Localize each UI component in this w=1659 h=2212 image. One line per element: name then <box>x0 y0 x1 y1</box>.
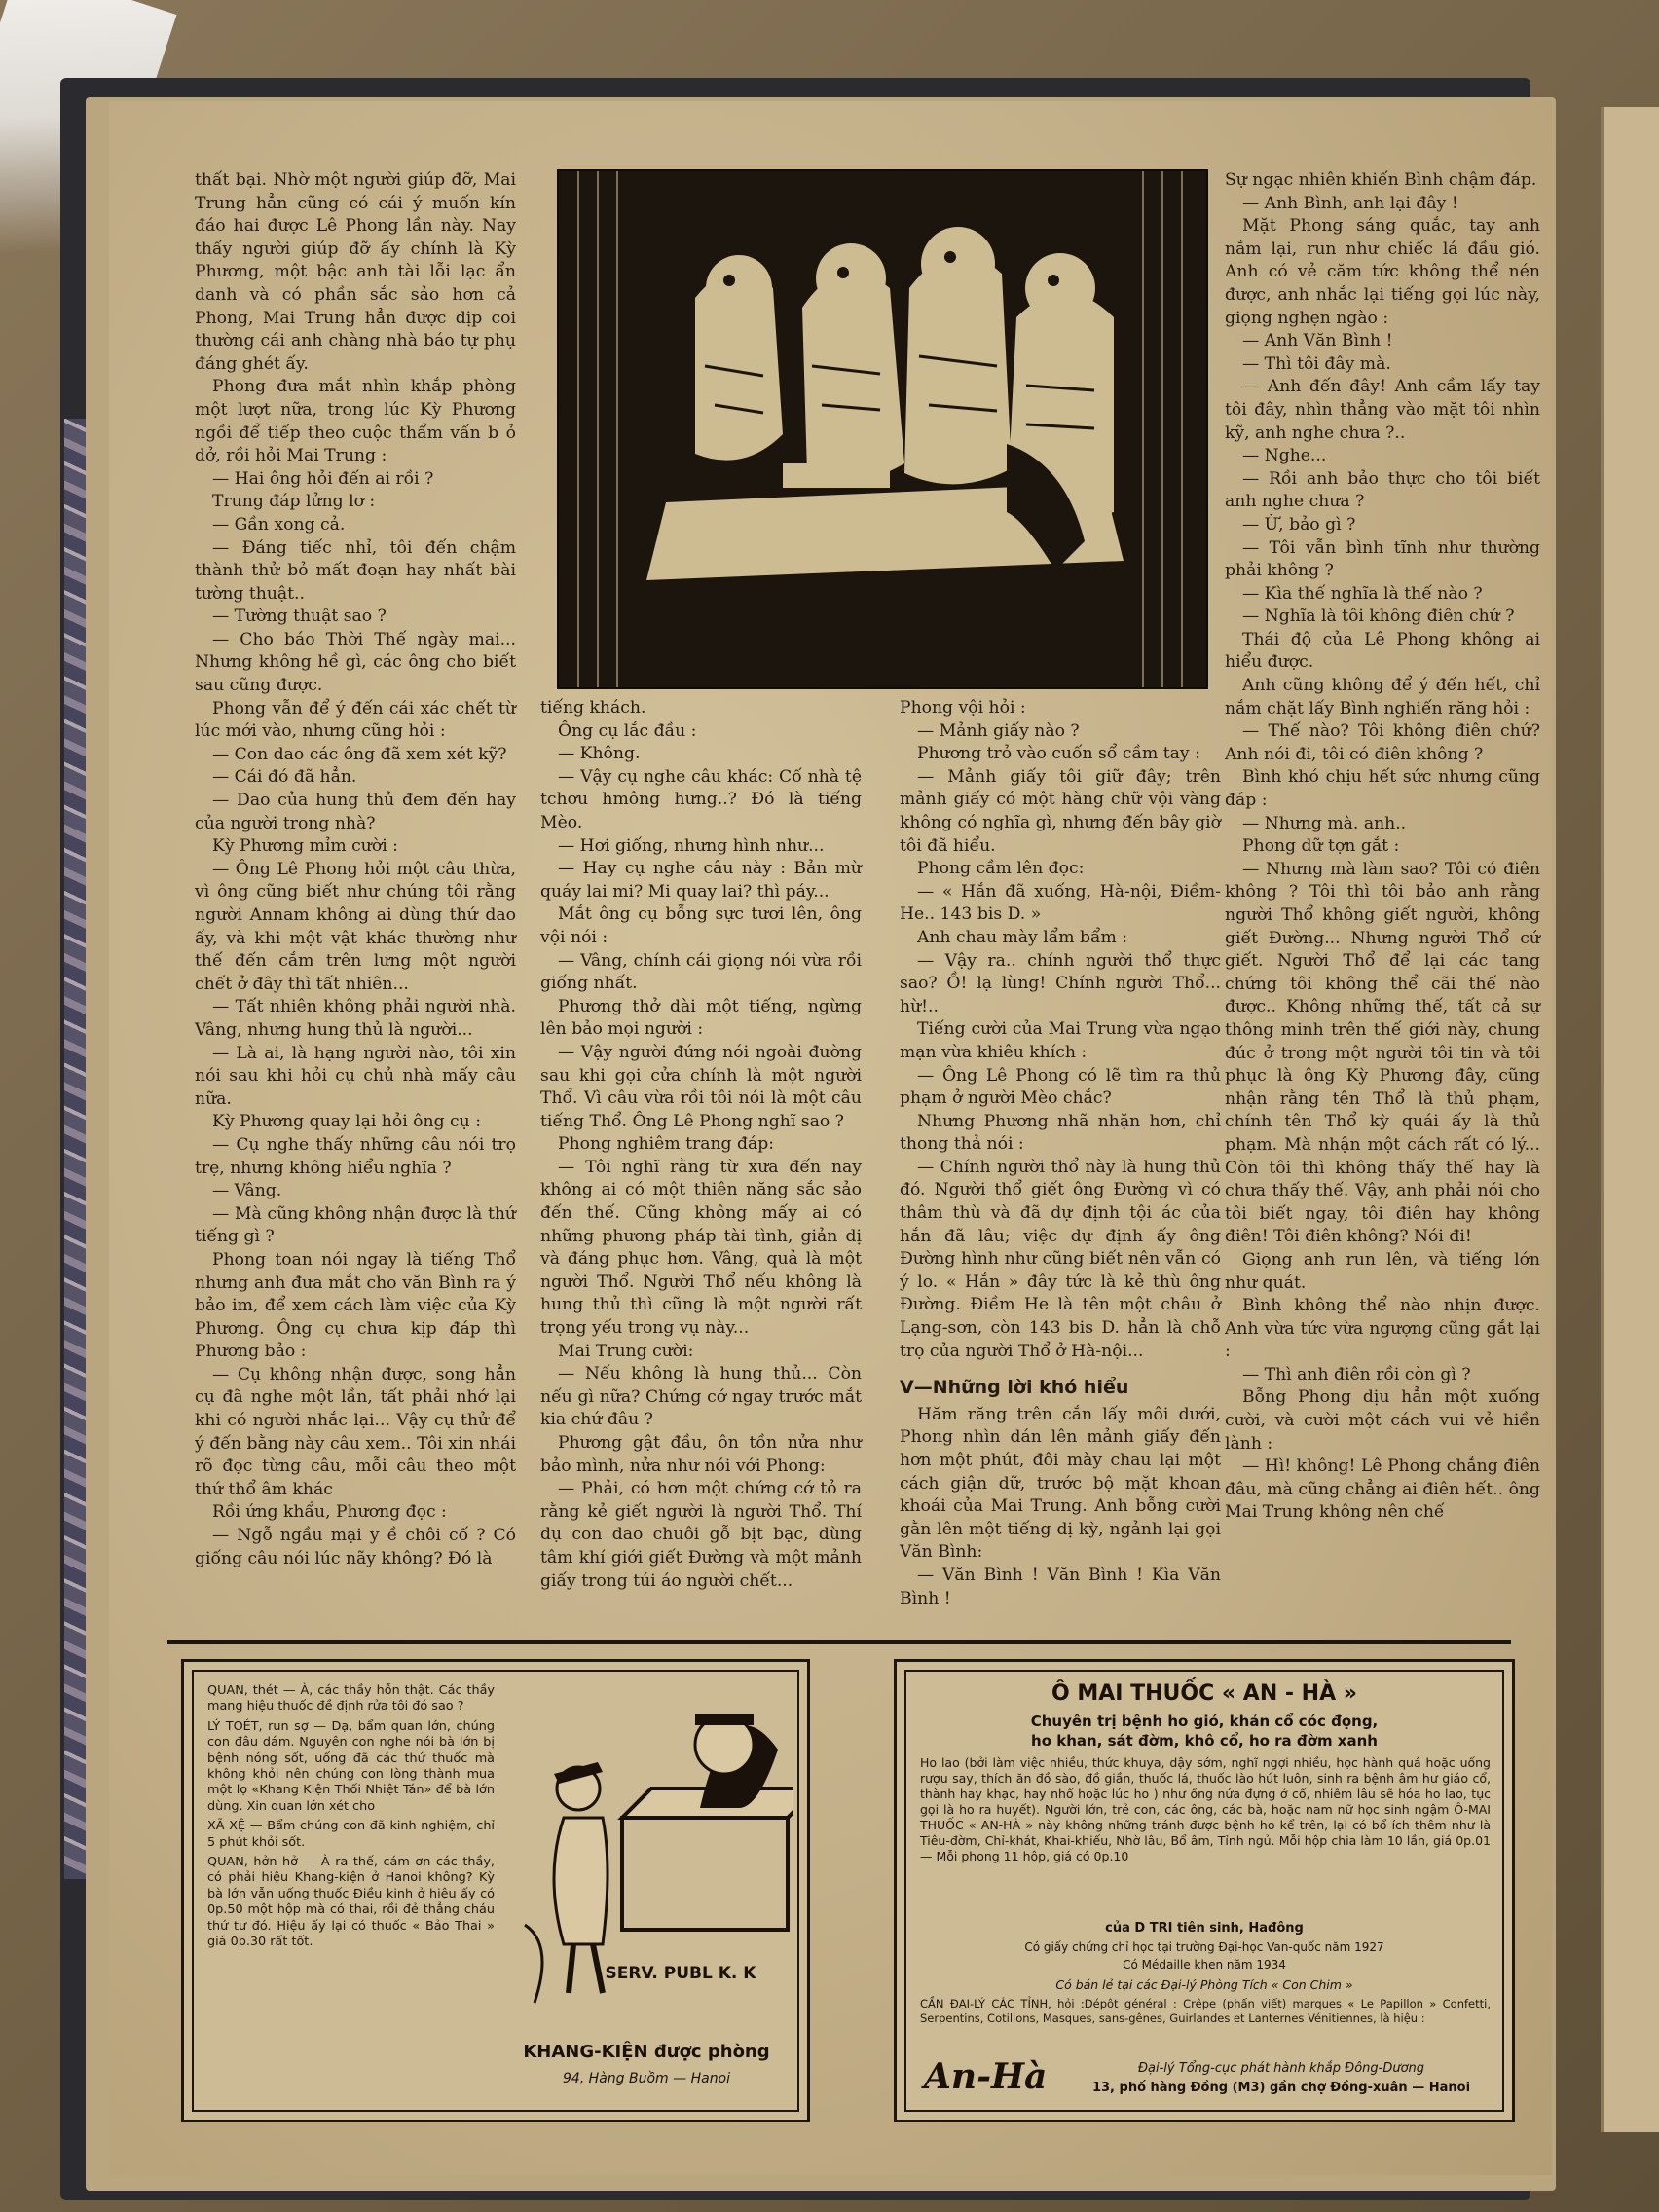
ad-maker: của D TRI tiên sinh, Hađông <box>1105 1921 1304 1936</box>
paragraph: — Vâng, chính cái giọng nói vừa rồi giống nhất. <box>540 950 862 994</box>
khang-kien-advertisement <box>181 1659 810 2122</box>
paragraph: — Vậy ra.. chính người thổ thực sao? Ồ! lạ lùng! Chính người Thổ... hừ!.. <box>900 950 1221 1016</box>
ad-headline: Ô MAI THUỐC « AN - HÀ » <box>1051 1681 1357 1706</box>
paragraph: — Hì! không! Lê Phong chẳng điên đâu, mà cũng chẳng ai điên hết.. ông Mai Trung không nên chế <box>1225 1456 1540 1523</box>
paragraph: — Hơi giống, nhưng hình như... <box>558 835 825 856</box>
paragraph: — Văn Bình ! Văn Bình ! Kìa Văn Bình ! <box>900 1565 1221 1608</box>
ad-retail-note: Có bán lẻ tại các Đại-lý Phòng Tích « Con Chim » <box>1055 1977 1353 1992</box>
paragraph: — Con dao các ông đã xem xét kỹ? <box>212 744 507 764</box>
wall-sign: SERV. PUBL K. K <box>605 1964 756 1983</box>
paragraph: Rồi ứng khẩu, Phương đọc : <box>212 1502 447 1523</box>
paragraph: — Ngỗ ngầu mại y ề chôi cố ? Có giống câu nói lúc nãy không? Đó là <box>195 1526 516 1568</box>
paragraph: Kỳ Phương mỉm cười : <box>212 836 398 857</box>
an-ha-advertisement <box>894 1659 1515 2122</box>
paragraph: — Cụ không nhận được, song hẳn cụ đã nghe một lần, tất phải nhớ lại khi có người nhắc lại... Vậy cụ thử để ý đến bằng này câu xem.. Tôi xin nhái rõ đọc từng câu, mỗi câu theo một thứ thổ âm khác <box>195 1364 516 1499</box>
ad-subtitle-2: ho khan, sát đờm, khô cổ, ho ra đờm xanh <box>1031 1732 1378 1750</box>
paragraph: Giọng anh run lên, và tiếng lớn như quát. <box>1225 1249 1540 1293</box>
paragraph: Phong nghiêm trang đáp: <box>558 1134 775 1155</box>
ad-dialogue-line: LÝ TOÉT, run sợ — Dạ, bẩm quan lớn, chúng con đâu dám. Nguyên con nghe nói bà lớn bị bệnh nóng sốt, uống đã các thứ thuốc mà không khỏi nên chúng con lòng thành mua một lọ «Khang Kiện Thối Nhiệt Tán» để bà lớn dùng. Xin quan lớn xét cho <box>207 1718 495 1814</box>
paragraph: — Nghe... <box>1242 446 1327 466</box>
paragraph: tiếng khách. <box>540 698 646 718</box>
paragraph: — Vâng. <box>212 1181 282 1201</box>
woodcut-illustration <box>557 169 1208 689</box>
paragraph: Kỳ Phương quay lại hỏi ông cụ : <box>212 1112 482 1132</box>
paragraph: Phong cầm lên đọc: <box>917 859 1085 879</box>
ad-depot: CẦN ĐẠI-LÝ CÁC TỈNH, hỏi :Dépôt général : Crêpe (phấn viết) marques « Le Papillon » Confetti, Serpentins, Cotillons, Masques, sans-gênes, Guirlandes et Lanternes Vénitiennes, là hiệu : <box>920 1997 1491 2025</box>
paragraph: Phương trỏ vào cuốn sổ cầm tay : <box>917 744 1200 764</box>
paragraph: Mai Trung cười: <box>558 1341 694 1361</box>
paragraph: — Mà cũng không nhận được là thứ tiếng gì ? <box>195 1203 516 1247</box>
ad-frame <box>904 1670 1504 2112</box>
facing-page-edge <box>1601 107 1659 2132</box>
paragraph: Anh cũng không để ý đến hết, chỉ nắm chặt lấy Bình nghiến răng hỏi : <box>1225 676 1540 719</box>
paragraph: Phong dữ tợn gắt : <box>1242 836 1400 857</box>
paragraph: Nhưng Phương nhã nhặn hơn, chỉ thong thả nói : <box>900 1111 1221 1155</box>
paragraph: Phong vẫn để ý đến cái xác chết từ lúc mới vào, nhưng cũng hỏi : <box>195 698 516 742</box>
paragraph: Bình không thể nào nhịn được. Anh vừa tức vừa ngượng cũng gắt lại : <box>1225 1296 1540 1362</box>
paragraph: Bỗng Phong dịu hẳn một xuống cười, và cười một cách vui vẻ hiền lành : <box>1225 1387 1540 1454</box>
paragraph: Anh chau mày lẩm bẩm : <box>917 927 1128 947</box>
paragraph: — Anh Văn Bình ! <box>1242 331 1393 351</box>
paragraph: Phong toan nói ngay là tiếng Thổ nhưng anh đưa mắt cho văn Bình ra ý bảo im, để xem cách làm việc của Kỳ Phương. Ông cụ chưa kịp đáp thì Phương bảo : <box>195 1249 516 1362</box>
section-divider <box>167 1640 1511 1644</box>
paragraph: Trung đáp lửng lơ : <box>212 492 376 512</box>
paragraph: Phong vội hỏi : <box>900 698 1026 718</box>
ad-dialogue-line: XÃ XỆ — Bẩm chúng con đã kinh nghiệm, chỉ 5 phút khỏi sốt. <box>207 1819 495 1850</box>
paragraph: — Tôi vẫn bình tĩnh như thường phải không ? <box>1225 537 1540 581</box>
paragraph: — Rồi anh bảo thực cho tôi biết anh nghe chưa ? <box>1225 468 1540 512</box>
ad-certificate-2: Có Médaille khen năm 1934 <box>1123 1958 1286 1972</box>
paragraph: Phương thở dài một tiếng, ngừng lên bảo mọi người : <box>540 996 862 1040</box>
paragraph: — Vậy cụ nghe câu khác: Cố nhà tệ tchơu hmông hưng..? Đó là tiếng Mèo. <box>540 766 862 832</box>
paragraph: Phong đưa mắt nhìn khắp phòng một lượt nữa, trong lúc Kỳ Phương ngồi để tiếp theo cuộc thẩm vấn b ỏ dở, rồi hỏi Mai Trung : <box>195 377 516 466</box>
paragraph: — Nếu không là hung thủ... Còn nếu gì nữa? Chứng cớ ngay trước mắt kia chứ đâu ? <box>540 1364 862 1430</box>
pharmacy-address: 94, Hàng Buồm — Hanoi <box>562 2071 731 2086</box>
pharmacy-name: KHANG-KIỆN được phòng <box>523 2042 770 2062</box>
paragraph: Tiếng cười của Mai Trung vừa ngạo mạn vừa khiêu khích : <box>900 1019 1221 1062</box>
paragraph: — Cụ nghe thấy những câu nói trọ trẹ, nhưng không hiểu nghĩa ? <box>195 1134 516 1178</box>
paragraph: Hăm răng trên cắn lấy môi dưới, Phong nhìn dán lên mảnh giấy đến hơn một phút, đôi mày chau lại một cách giận dữ, trước bộ mặt khoan khoái của Mai Trung. Anh bỗng cười gằn lên một tiếng dị kỳ, ngảnh lại gọi Văn Bình: <box>900 1404 1221 1563</box>
paragraph: — Ông Lê Phong hỏi một câu thừa, vì ông cũng biết như chúng tôi rằng người Annam không ai dùng thứ dao ấy, và khi một vật khác thường như thế đến cắm trên lưng một người chết ở đây thì tất nhiên... <box>195 859 516 994</box>
paragraph: — Tường thuật sao ? <box>212 607 387 627</box>
ad-dialogue <box>207 1683 495 1955</box>
paragraph: — Nhưng mà. anh.. <box>1242 813 1407 833</box>
text-column-4 <box>1225 169 1540 1525</box>
paragraph: — Anh Bình, anh lại đây ! <box>1242 193 1458 213</box>
paragraph: — Vậy người đứng nói ngoài đường sau khi gọi cửa chính là một người Thổ. Vì câu vừa rồi tôi nói là một câu tiếng Thổ. Ông Lê Phong nghĩ sao ? <box>540 1042 862 1131</box>
paragraph: Ông cụ lắc đầu : <box>558 720 697 741</box>
ad-dialogue-line: QUAN, thét — À, các thầy hỗn thật. Các thầy mang hiệu thuốc đề định rửa tôi đó sao ? <box>207 1683 495 1714</box>
newspaper-page <box>109 101 1552 2175</box>
ad-subtitle-1: Chuyên trị bệnh ho gió, khản cổ cóc đọng, <box>1030 1713 1379 1730</box>
paragraph: — Mảnh giấy nào ? <box>917 720 1080 741</box>
ad-certificate-1: Có giấy chứng chỉ học tại trường Đại-học Van-quốc năm 1927 <box>1024 1940 1384 1954</box>
paragraph: — Gần xong cả. <box>212 514 346 535</box>
paragraph: — Dao của hung thủ đem đến hay của người trong nhà? <box>195 791 516 833</box>
paragraph: Mặt Phong sáng quắc, tay anh nắm lại, run như chiếc lá đầu gió. Anh có vẻ căm tức không thể nén được, anh nhắc lại tiếng gọi lúc này, giọng nghẹn ngào : <box>1225 216 1540 328</box>
paragraph: Thái độ của Lê Phong không ai hiểu được. <box>1225 629 1540 673</box>
ad-dialogue-line: QUAN, hởn hở — À ra thế, cám ơn các thầy, có phải hiệu Khang-kiện ở Hanoi không? Kỳ bà lớn vẫn uống thuốc Điều kinh ở hiệu ấy có 0p.50 một hộp mà có thai, rồi đẻ thẳng cháu thứ tư đó. Hiệu ấy lại có thuốc « Bảo Thai » giá 0p.30 rất tốt. <box>207 1855 495 1950</box>
ad-distributor-address: 13, phố hàng Đồng (M3) gần chợ Đồng-xuân — Hanoi <box>1091 2081 1471 2095</box>
paragraph: — Thế nào? Tôi không điên chứ? Anh nói đi, tôi có điên không ? <box>1225 721 1540 764</box>
paragraph: — Thì tôi đây mà. <box>1242 353 1391 374</box>
paragraph: — Chính người thổ này là hung thủ đó. Người thổ giết ông Đường vì có thâm thù và đã dự định tội ác của hắn đã lâu; việc dự định ấy ông Đường hình như cũng biết nên vẫn có ý lo. « Hắn » đây tức là kẻ thù ông Đường. Điềm He là tên một châu ở Lạng-sơn, còn 143 bis D. hẳn là chỗ trọ của người Thổ ở Hà-nội... <box>900 1157 1221 1361</box>
paragraph: — Đáng tiếc nhỉ, tôi đến chậm thành thử bỏ mất đoạn hay nhất bài tường thuật.. <box>195 537 516 604</box>
section-heading: V—Những lời khó hiểu <box>900 1377 1129 1399</box>
paragraph: — Ừ, bảo gì ? <box>1242 514 1356 535</box>
paragraph: Phương gật đầu, ôn tồn nửa như bảo mình, nửa như nói với Phong: <box>540 1433 862 1476</box>
paragraph: Sự ngạc nhiên khiến Bình chậm đáp. <box>1225 170 1537 190</box>
paragraph: — Tôi nghĩ rằng từ xưa đến nay không ai có một thiên năng sắc sảo đến thế. Cũng không mấy ai có những phương pháp tài tình, giản dị và đáng phục hơn. Vâng, quả là một người Thổ. Người Thổ nếu không là hung thủ thì cũng là một người rất trọng yếu trong vụ này... <box>540 1157 862 1339</box>
text-column-1 <box>195 169 516 1570</box>
paragraph: — Không. <box>558 744 641 764</box>
paragraph: — Cho báo Thời Thế ngày mai... Nhưng không hề gì, các ông cho biết sau cũng được. <box>195 629 516 696</box>
ad-distributor: Đại-lý Tổng-cục phát hành khắp Đông-Dương <box>1137 2061 1425 2076</box>
paragraph: — Anh đến đây! Anh cầm lấy tay tôi đây, nhìn thẳng vào mặt tôi nhìn kỹ, anh nghe chưa ?.. <box>1225 377 1540 443</box>
paragraph: — Phải, có hơn một chứng cớ tỏ ra rằng kẻ giết người là người Thổ. Thí dụ con dao chuôi gỗ bịt bạc, dùng tâm khí giới giết Đường và một mảnh giấy trong túi áo người chết... <box>540 1479 862 1591</box>
text-column-2 <box>540 697 862 1593</box>
text-column-3 <box>900 697 1221 1610</box>
paragraph: Mắt ông cụ bỗng sực tươi lên, ông vội nói : <box>540 904 862 947</box>
paragraph: — Mảnh giấy tôi giữ đây; trên mảnh giấy có một hàng chữ vội vàng không có nghĩa gì, nhưng đến bây giờ tôi đã hiểu. <box>900 766 1221 856</box>
paragraph: Bình khó chịu hết sức nhưng cũng đáp : <box>1225 767 1540 811</box>
paragraph: — Cái đó đã hẳn. <box>212 767 357 788</box>
paragraph: — Kìa thế nghĩa là thế nào ? <box>1242 583 1483 604</box>
paragraph: — Tất nhiên không phải người nhà. Vâng, nhưng hung thủ là người... <box>195 997 516 1040</box>
paragraph: — Hay cụ nghe câu này : Bản mừ quáy lai mi? Mi quay lai? thì páy... <box>540 859 862 902</box>
paragraph: — « Hắn đã xuống, Hà-nội, Điềm-He.. 143 bis D. » <box>900 881 1221 925</box>
paragraph: — Nhưng mà làm sao? Tôi có điên không ? Tôi thì tôi bảo anh rằng người Thổ không giết người, không giết Đường... Nhưng người Thổ cứ giết. Người Thổ để lại các tang chứng tôi không thể cãi thế nào được.. Không những thế, tất cả sự thông minh trên thế giới này, chung đúc ở trong một người tôi tin và tôi phục là ông Kỳ Phương đây, cũng nhận rằng tên Thổ là thủ phạm, chính tên Thổ kỳ quái ấy là thủ phạm. Mà nhận một cách rất có lý... Còn tôi thì không thấy thế hay là chưa thấy thế. Vậy, anh phải nói cho tôi biết ngay, tôi điên hay không điên! Tôi điên không? Nói đi! <box>1225 859 1540 1247</box>
paragraph: — Là ai, là hạng người nào, tôi xin nói sau khi hỏi cụ chủ nhà mấy câu nữa. <box>195 1043 516 1109</box>
paragraph: thất bại. Nhờ một người giúp đỡ, Mai Trung hẳn cũng có cái ý muốn kín đáo hai được Lê Phong lần này. Nay thấy người giúp đỡ ấy chính là Kỳ Phương, một bậc anh tài lỗi lạc ẩn danh và có phần sắc sảo hơn cả Phong, Mai Trung hẳn được dịp coi thường cái anh chàng nhà báo tự phụ đáng ghét ấy. <box>195 170 516 374</box>
paragraph: — Nghĩa là tôi không điên chứ ? <box>1242 607 1515 627</box>
paragraph: — Hai ông hỏi đến ai rồi ? <box>212 468 434 489</box>
brand-logo: An-Hà <box>924 2056 1048 2097</box>
ad-frame <box>192 1670 799 2112</box>
paragraph: — Thì anh điên rồi còn gì ? <box>1242 1364 1471 1384</box>
ad-body: Ho lao (bởi làm việc nhiều, thức khuya, dậy sớm, nghĩ ngợi nhiều, học hành quá hoặc uống rượu say, thích ăn đồ sào, đồ giần, thuốc lá, thuốc lào hút luôn, sinh ra bệnh âm hư giáo cổ, thành hay khạc, hay nhổ hoặc lúc ho ) như ống nứa đựng ở cổ, nhiễm lâu sẽ hóa ho lao, tục gọi là ho ra huyết). Người lớn, trẻ con, các ông, các bà, hoặc nam nữ học sinh ngậm Ô-MAI THUỐC « AN-HÀ » này không những tránh được bệnh ho kể trên, lại có bổ ích thêm như là Tiêu-đờm, Chỉ-khát, Khai-khiếu, Nhờ lâu, Bổ âm, Tỉnh ngủ. Mỗi hộp chia làm 10 lần, giá 0p.01 — Mỗi phong 11 hộp, giá có 0p.10 <box>920 1755 1491 1863</box>
paragraph: — Ông Lê Phong có lẽ tìm ra thủ phạm ở người Mèo chắc? <box>900 1065 1221 1109</box>
